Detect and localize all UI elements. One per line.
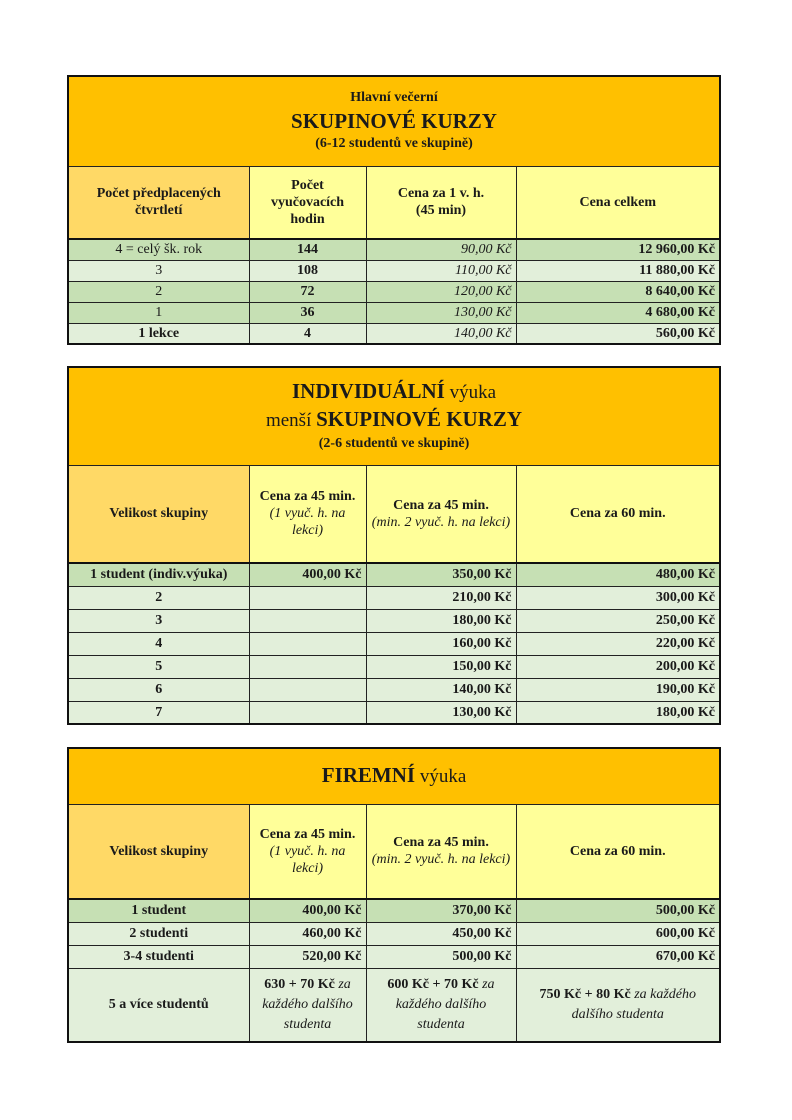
title-note: (2-6 studentů ve skupině) (318, 436, 470, 452)
cell-quarters: 3 (68, 260, 249, 281)
cell-price-45-multi: 130,00 Kč (366, 701, 516, 724)
cell-price-60: 250,00 Kč (516, 609, 720, 632)
table-row (68, 609, 720, 632)
header-quarters: Počet předplacených čtvrtletí (68, 166, 249, 239)
header-main: Cena za 45 min. (393, 835, 489, 851)
cell-price-45-single: 400,00 Kč (249, 563, 366, 586)
price-note: za každého dalšího studenta (262, 976, 353, 1032)
table-row (68, 899, 720, 922)
table-row (68, 678, 720, 701)
cell-group-size: 5 a více studentů (68, 968, 249, 1042)
header-price-45-single (249, 465, 366, 563)
table-row (68, 701, 720, 724)
table-row (68, 586, 720, 609)
cell-total: 4 680,00 Kč (516, 302, 720, 323)
header-note: (1 vyuč. h. na lekci) (269, 506, 346, 539)
cell-group-size: 3 (68, 609, 249, 632)
header-main: Cena za 45 min. (259, 826, 356, 842)
cell-group-size: 3-4 studenti (68, 945, 249, 968)
table-row (68, 945, 720, 968)
header-total: Cena celkem (516, 166, 720, 239)
cell-price-45-single: 520,00 Kč (249, 945, 366, 968)
cell-price-60: 500,00 Kč (516, 899, 720, 922)
cell-hours: 72 (249, 281, 366, 302)
table-row (68, 239, 720, 260)
cell-price-60: 670,00 Kč (516, 945, 720, 968)
header-group-size: Velikost skupiny (68, 804, 249, 899)
price-note: za každého dalšího studenta (571, 986, 697, 1022)
cell-price-45-multi: 500,00 Kč (366, 945, 516, 968)
cell-hours: 36 (249, 302, 366, 323)
cell-group-size: 2 (68, 586, 249, 609)
header-main: Cena za 45 min. (259, 489, 356, 505)
cell-price-45-single (249, 968, 366, 1042)
cell-price-45-single: 460,00 Kč (249, 922, 366, 945)
cell-price-45-multi: 160,00 Kč (366, 632, 516, 655)
title-subline: Hlavní večerní (350, 90, 438, 106)
corporate-courses-table (67, 747, 721, 1043)
cell-price-60: 200,00 Kč (516, 655, 720, 678)
header-price-45-single (249, 804, 366, 899)
corporate-courses-title (68, 748, 720, 804)
table-row (68, 281, 720, 302)
individual-courses-title (68, 367, 720, 465)
cell-group-size: 7 (68, 701, 249, 724)
table-row (68, 968, 720, 1042)
header-price-note: (45 min) (415, 203, 467, 219)
cell-group-size: 5 (68, 655, 249, 678)
cell-price-per-hour: 90,00 Kč (366, 239, 516, 260)
cell-quarters: 1 (68, 302, 249, 323)
cell-hours: 108 (249, 260, 366, 281)
header-note: (min. 2 vyuč. h. na lekci) (371, 514, 511, 530)
cell-group-size: 4 (68, 632, 249, 655)
title-rest: výuka (444, 382, 497, 404)
table-row (68, 260, 720, 281)
table-row (68, 632, 720, 655)
header-price-60: Cena za 60 min. (516, 465, 720, 563)
cell-price-45-single (249, 701, 366, 724)
cell-price-60: 300,00 Kč (516, 586, 720, 609)
cell-price-45-multi: 350,00 Kč (366, 563, 516, 586)
header-price-60: Cena za 60 min. (516, 804, 720, 899)
cell-group-size: 1 student (indiv.výuka) (68, 563, 249, 586)
header-main: Cena za 45 min. (393, 497, 489, 513)
cell-price-45-single (249, 586, 366, 609)
cell-price-60: 600,00 Kč (516, 922, 720, 945)
group-courses-table (67, 75, 721, 345)
cell-total: 12 960,00 Kč (516, 239, 720, 260)
cell-price-45-multi: 450,00 Kč (366, 922, 516, 945)
cell-price-per-hour: 110,00 Kč (366, 260, 516, 281)
title-prefix: menší (265, 410, 317, 432)
table-row (68, 323, 720, 344)
header-note: (min. 2 vyuč. h. na lekci) (371, 852, 511, 868)
header-price-45-multi (366, 465, 516, 563)
cell-price-60: 220,00 Kč (516, 632, 720, 655)
title-main: SKUPINOVÉ KURZY (291, 109, 497, 134)
cell-price-45-single (249, 655, 366, 678)
cell-group-size: 2 studenti (68, 922, 249, 945)
cell-total: 8 640,00 Kč (516, 281, 720, 302)
cell-price-per-hour: 130,00 Kč (366, 302, 516, 323)
cell-price-45-multi: 140,00 Kč (366, 678, 516, 701)
table-row (68, 302, 720, 323)
title-rest: výuka (415, 766, 467, 788)
cell-hours: 4 (249, 323, 366, 344)
price-bold: 600 Kč + 70 Kč (387, 976, 479, 992)
title-bold: FIREMNÍ (321, 763, 416, 788)
header-price-main: Cena za 1 v. h. (397, 186, 485, 202)
header-note: (1 vyuč. h. na lekci) (269, 843, 346, 876)
cell-quarters: 1 lekce (68, 323, 249, 344)
cell-price-60: 480,00 Kč (516, 563, 720, 586)
title-bold: INDIVIDUÁLNÍ (291, 379, 445, 404)
cell-quarters: 4 = celý šk. rok (68, 239, 249, 260)
table-row (68, 655, 720, 678)
individual-courses-table (67, 366, 721, 725)
cell-price-60: 180,00 Kč (516, 701, 720, 724)
cell-price-45-multi: 150,00 Kč (366, 655, 516, 678)
cell-price-45-multi: 180,00 Kč (366, 609, 516, 632)
cell-price-45-single (249, 632, 366, 655)
table-row (68, 922, 720, 945)
title-bold-2: SKUPINOVÉ KURZY (316, 407, 523, 432)
cell-price-45-multi: 370,00 Kč (366, 899, 516, 922)
cell-group-size: 1 student (68, 899, 249, 922)
cell-hours: 144 (249, 239, 366, 260)
cell-price-45-single (249, 609, 366, 632)
header-price-per-hour (366, 166, 516, 239)
cell-price-60 (516, 968, 720, 1042)
cell-quarters: 2 (68, 281, 249, 302)
table-row (68, 563, 720, 586)
header-hours: Počet vyučovacích hodin (249, 166, 366, 239)
cell-total: 11 880,00 Kč (516, 260, 720, 281)
group-courses-title (68, 76, 720, 166)
cell-price-45-single: 400,00 Kč (249, 899, 366, 922)
cell-price-45-multi (366, 968, 516, 1042)
price-bold: 630 + 70 Kč (264, 976, 335, 992)
cell-price-45-single (249, 678, 366, 701)
cell-price-per-hour: 120,00 Kč (366, 281, 516, 302)
header-price-45-multi (366, 804, 516, 899)
cell-total: 560,00 Kč (516, 323, 720, 344)
price-bold: 750 Kč + 80 Kč (539, 986, 631, 1002)
cell-group-size: 6 (68, 678, 249, 701)
cell-price-per-hour: 140,00 Kč (366, 323, 516, 344)
header-group-size: Velikost skupiny (68, 465, 249, 563)
title-note: (6-12 studentů ve skupině) (315, 136, 473, 152)
cell-price-60: 190,00 Kč (516, 678, 720, 701)
price-note: za každého dalšího studenta (395, 976, 495, 1032)
cell-price-45-multi: 210,00 Kč (366, 586, 516, 609)
